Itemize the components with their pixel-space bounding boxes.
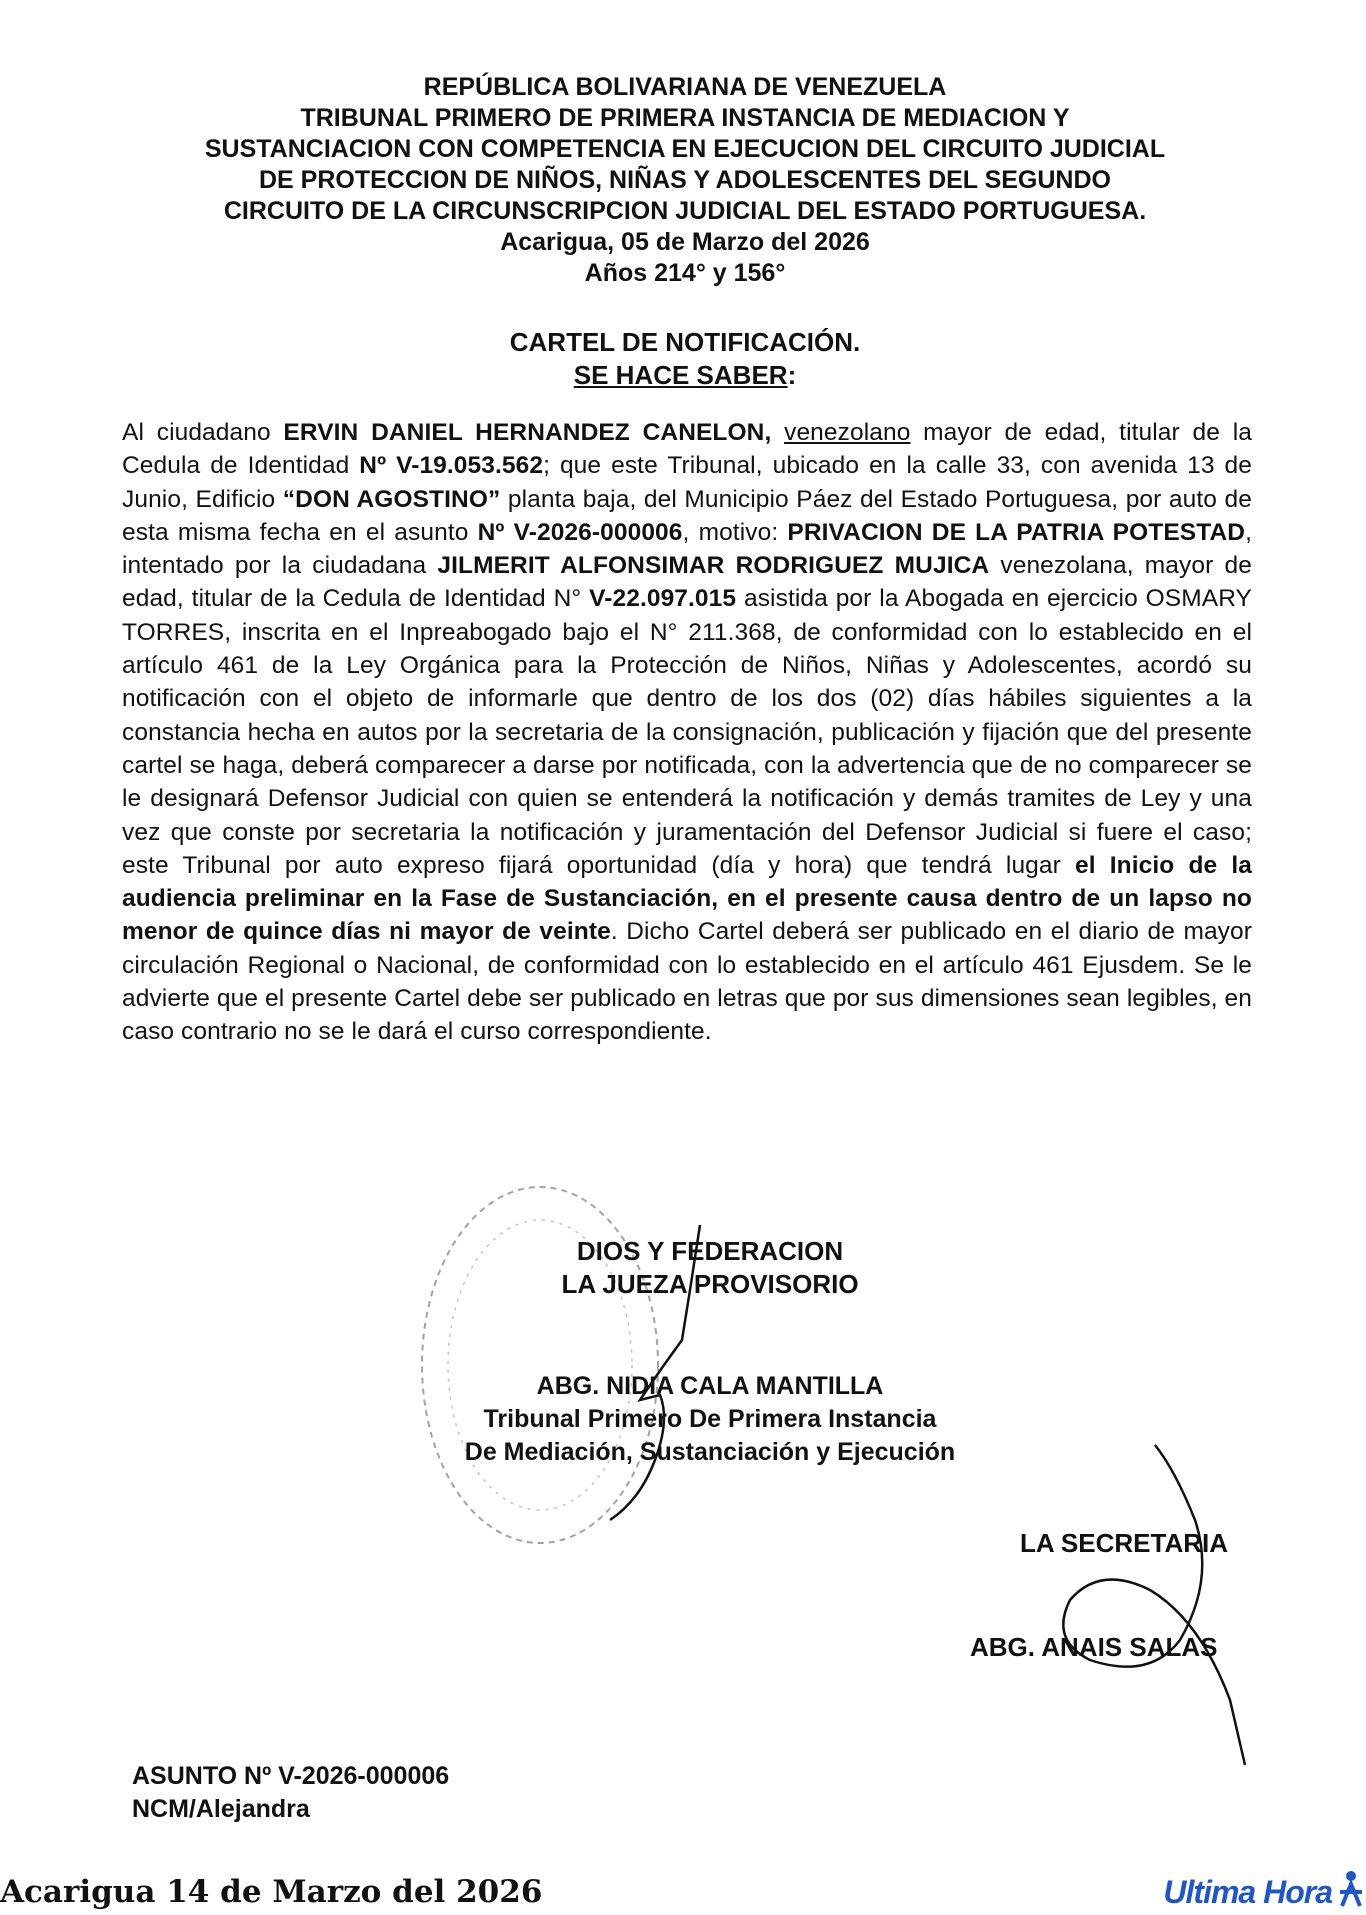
notified-person-name: ERVIN DANIEL HERNANDEZ CANELON, <box>283 419 772 446</box>
judge-title: LA JUEZA PROVISORIO <box>561 1269 859 1299</box>
court-name: Tribunal Primero De Primera Instancia <box>483 1405 937 1433</box>
publication-date: Acarigua 14 de Marzo del 2026 <box>0 1874 543 1910</box>
nationality: venezolano <box>784 419 911 446</box>
body-text: venezolana, mayor de edad, titular de la Cedula de Identidad N° <box>122 552 1252 613</box>
dios-y-federacion: DIOS Y FEDERACION <box>576 1236 844 1266</box>
body-text: . Dicho Cartel deberá ser publicado en el diario de mayor circulación Regional o Nacional, de conformidad con lo establecido en el artículo 461 Ejusdem. Se le advierte que el presente Cartel debe ser publicado en letras que por sus dimensiones sean legibles, en caso contrario no se le dará el curso correspondiente. <box>122 918 1253 1046</box>
header-years: Años 214° y 156° <box>584 259 786 287</box>
body-text: , motivo: <box>682 518 788 546</box>
judge-signature-block <box>370 1370 1050 1469</box>
id-number: Nº V-19.053.562 <box>359 452 544 480</box>
secretary-name: ABG. ANAIS SALAS <box>970 1632 1218 1662</box>
document-header <box>110 72 1260 289</box>
title-se-hace-saber <box>110 359 1260 392</box>
ultima-hora-person-icon <box>1336 1868 1366 1908</box>
notification-body <box>122 416 1252 1049</box>
header-court-line: DE PROTECCION DE NIÑOS, NIÑAS Y ADOLESCENTES DEL SEGUNDO <box>259 166 1111 194</box>
secretary-title: LA SECRETARIA <box>1020 1528 1228 1558</box>
building-name: “DON AGOSTINO” <box>282 485 501 513</box>
header-court-line: CIRCUITO DE LA CIRCUNSCRIPCION JUDICIAL DEL ESTADO PORTUGUESA. <box>223 197 1147 225</box>
court-name: De Mediación, Sustanciación y Ejecución <box>464 1438 956 1466</box>
document-title <box>110 326 1260 392</box>
case-motive: PRIVACION DE LA PATRIA POTESTAD <box>787 518 1246 546</box>
ultima-hora-logo: Ultima Hora <box>1163 1874 1332 1910</box>
body-text: mayor de edad, titular de la Cedula de Identidad <box>122 419 1252 480</box>
judge-salutation <box>400 1235 1020 1301</box>
id-number: V-22.097.015 <box>589 585 737 613</box>
hearing-notice: el Inicio de la audiencia preliminar en la Fase de Sustanciación, en el presente causa dentro de un lapso no menor de quince días ni mayor de veinte <box>122 851 1252 946</box>
asunto-block <box>132 1760 449 1826</box>
title-cartel: CARTEL DE NOTIFICACIÓN. <box>509 327 861 357</box>
header-court-line: SUSTANCIACION CON COMPETENCIA EN EJECUCION DEL CIRCUITO JUDICIAL <box>204 135 1166 163</box>
header-court-line: TRIBUNAL PRIMERO DE PRIMERA INSTANCIA DE MEDIACION Y <box>300 104 1070 132</box>
body-text <box>771 419 784 446</box>
asunto-number: ASUNTO Nº V-2026-000006 <box>132 1762 450 1790</box>
title-colon: : <box>787 360 797 390</box>
secretary-signature <box>1063 1445 1245 1765</box>
body-text: asistida por la Abogada en ejercicio OSMARY TORRES, inscrita en el Inpreabogado bajo el N° 211.368, de conformidad con lo establecido en el artículo 461 de la Ley Orgánica para la Protección de Niños, Niñas y Adolescentes, acordó su notificación con el objeto de informarle que dentro de los dos (02) días hábiles siguientes a la constancia hecha en autos por la secretaria de la consignación, publicación y fijación que del presente cartel se haga, deberá comparecer a darse por notificada, con la advertencia que de no comparecer se le designará Defensor Judicial con quien se entenderá la notificación y demás tramites de Ley y una vez que conste por secretaria la notificación y juramentación del Defensor Judicial si fuere el caso; este Tribunal por auto expreso fijará oportunidad (día y hora) que tendrá lugar <box>122 585 1252 879</box>
judge-name: ABG. NIDIA CALA MANTILLA <box>536 1372 884 1400</box>
case-number: Nº V-2026-000006 <box>477 518 683 546</box>
body-text: , intentado por la ciudadana <box>122 518 1252 580</box>
body-text: ; que este Tribunal, ubicado en la calle 33, con avenida 13 de Junio, Edificio <box>122 452 1253 513</box>
header-republic: REPÚBLICA BOLIVARIANA DE VENEZUELA <box>423 73 947 101</box>
plaintiff-name: JILMERIT ALFONSIMAR RODRIGUEZ MUJICA <box>437 552 990 580</box>
body-text: Al ciudadano <box>122 419 284 446</box>
title-se-hace-saber-text: SE HACE SABER <box>573 360 788 390</box>
asunto-initials: NCM/Alejandra <box>132 1795 310 1823</box>
header-date: Acarigua, 05 de Marzo del 2026 <box>500 228 870 256</box>
body-text: planta baja, del Municipio Páez del Estado Portuguesa, por auto de esta misma fecha en el asunto <box>122 485 1252 546</box>
